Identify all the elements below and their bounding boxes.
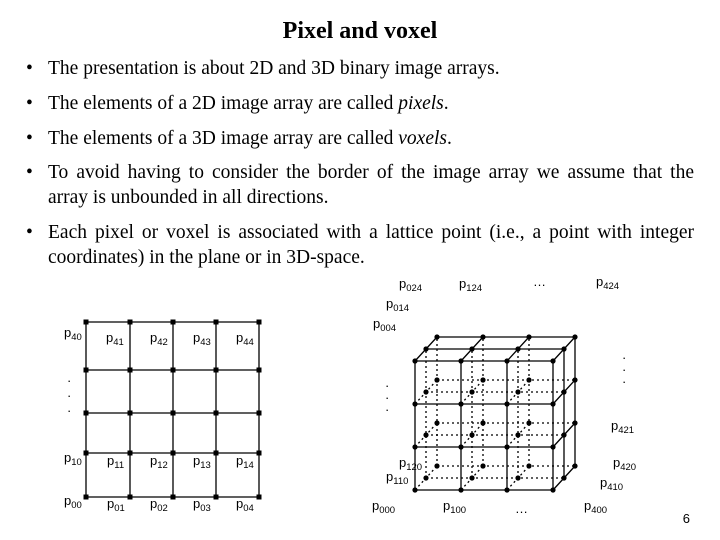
lattice-point: [480, 463, 485, 468]
lattice-point: [214, 495, 219, 500]
label-p14: $p_{14}$: [236, 453, 254, 471]
lattice-point: [434, 377, 439, 382]
label-p12: $p_{12}$: [150, 453, 168, 471]
label-p03: $p_{03}$: [193, 496, 211, 514]
lattice-point: [526, 420, 531, 425]
lattice-point: [515, 346, 520, 351]
lattice-point: [423, 346, 428, 351]
label-p400: $p_{400}$: [584, 498, 608, 516]
vertical-dots: ·: [67, 403, 72, 418]
lattice-point: [550, 358, 555, 363]
vertical-dots: ·: [385, 390, 390, 405]
vertical-dots: ·: [622, 350, 627, 365]
bullet-text: Each pixel or voxel is associated with a lattice point (i.e., a point with integer coordinates) in the plane or in 3D-space.: [48, 222, 694, 268]
vertical-dots: ·: [622, 374, 627, 389]
label-p120: $p_{120}$: [399, 455, 423, 473]
lattice-point: [550, 487, 555, 492]
lattice-point: [526, 334, 531, 339]
lattice-point: [572, 463, 577, 468]
lattice-point: [504, 444, 509, 449]
lattice-point: [214, 411, 219, 416]
lattice-point: [572, 334, 577, 339]
label-p02: $p_{02}$: [150, 496, 168, 514]
lattice-point: [561, 475, 566, 480]
lattice-point: [480, 420, 485, 425]
lattice-point: [214, 320, 219, 325]
lattice-point: [504, 487, 509, 492]
label-p44: $p_{44}$: [236, 330, 254, 348]
lattice-point: [423, 475, 428, 480]
lattice-point: [257, 451, 262, 456]
label-p014: $p_{014}$: [386, 296, 410, 314]
lattice-point: [171, 320, 176, 325]
lattice-point: [84, 451, 89, 456]
lattice-point: [128, 320, 133, 325]
ellipsis-bottom: …: [515, 501, 528, 516]
lattice-point: [423, 432, 428, 437]
lattice-point: [572, 377, 577, 382]
lattice-point: [171, 368, 176, 373]
label-p42: $p_{42}$: [150, 330, 168, 348]
label-p110: $p_{110}$: [386, 469, 409, 487]
voxel-grid-labels: [372, 274, 636, 516]
bullet-icon: •: [26, 162, 33, 183]
lattice-point: [434, 420, 439, 425]
ellipsis-top: …: [533, 274, 546, 289]
vertical-dots: ·: [67, 388, 72, 403]
lattice-point: [515, 389, 520, 394]
lattice-point: [84, 411, 89, 416]
label-p421: $p_{421}$: [611, 418, 635, 436]
lattice-point: [561, 346, 566, 351]
label-p024: $p_{024}$: [399, 276, 423, 294]
lattice-point: [412, 358, 417, 363]
lattice-point: [84, 320, 89, 325]
pixel-grid-labels: [64, 325, 254, 514]
bullet-text-end: .: [447, 128, 452, 149]
lattice-point: [480, 334, 485, 339]
lattice-point: [550, 401, 555, 406]
vertical-dots: ·: [67, 373, 72, 388]
lattice-point: [515, 432, 520, 437]
lattice-point: [412, 444, 417, 449]
lattice-point: [458, 401, 463, 406]
lattice-point: [171, 451, 176, 456]
label-p13: $p_{13}$: [193, 453, 211, 471]
bullet-text: To avoid having to consider the border of the image array we assume that the array is unbounded in all directions.: [48, 162, 694, 208]
lattice-point: [572, 420, 577, 425]
lattice-point: [257, 320, 262, 325]
lattice-point: [561, 389, 566, 394]
bullet-text-end: .: [443, 93, 449, 114]
lattice-point: [84, 495, 89, 500]
label-p410: $p_{410}$: [600, 475, 624, 493]
lattice-point: [171, 411, 176, 416]
bullet-icon: •: [26, 93, 33, 114]
lattice-point: [469, 389, 474, 394]
lattice-point: [128, 368, 133, 373]
label-p40: $p_{40}$: [64, 325, 82, 343]
lattice-point: [423, 389, 428, 394]
lattice-point: [171, 495, 176, 500]
label-p00: $p_{00}$: [64, 493, 82, 511]
lattice-point: [257, 368, 262, 373]
lattice-point: [504, 401, 509, 406]
lattice-point: [469, 432, 474, 437]
lattice-point: [412, 487, 417, 492]
vertical-dots: ·: [385, 378, 390, 393]
vertical-dots: ·: [385, 402, 390, 417]
label-p04: $p_{04}$: [236, 496, 254, 514]
pixel-grid-2d: [84, 320, 262, 500]
label-p424: $p_{424}$: [596, 274, 620, 292]
lattice-point: [214, 368, 219, 373]
lattice-point: [550, 444, 555, 449]
label-p41: $p_{41}$: [106, 330, 124, 348]
page-number: 6: [682, 511, 690, 526]
lattice-point: [561, 432, 566, 437]
lattice-point: [526, 463, 531, 468]
bullet-icon: •: [26, 222, 33, 243]
bullet-text: The elements of a 3D image array are called: [48, 128, 399, 149]
lattice-point: [434, 334, 439, 339]
bullet-emphasis: voxels: [398, 128, 448, 149]
label-p004: $p_{004}$: [373, 316, 397, 334]
lattice-point: [515, 475, 520, 480]
lattice-point: [128, 411, 133, 416]
lattice-point: [214, 451, 219, 456]
lattice-point: [458, 358, 463, 363]
lattice-point: [128, 495, 133, 500]
bullet-icon: •: [26, 128, 33, 149]
lattice-point: [504, 358, 509, 363]
bullet-icon: •: [26, 58, 33, 79]
bullet-text: The presentation is about 2D and 3D binary image arrays.: [48, 58, 500, 79]
lattice-point: [469, 475, 474, 480]
label-p124: $p_{124}$: [459, 276, 483, 294]
lattice-point: [458, 444, 463, 449]
lattice-point: [84, 368, 89, 373]
bullet-text: The elements of a 2D image array are called: [48, 93, 399, 114]
label-p100: $p_{100}$: [443, 498, 467, 516]
lattice-point: [434, 463, 439, 468]
label-p000: $p_{000}$: [372, 498, 396, 516]
label-p420: $p_{420}$: [613, 455, 637, 473]
label-p43: $p_{43}$: [193, 330, 211, 348]
bullet-emphasis: pixels: [398, 93, 444, 114]
slide-title: Pixel and voxel: [282, 18, 438, 44]
lattice-point: [480, 377, 485, 382]
lattice-point: [257, 411, 262, 416]
voxel-grid-3d: [412, 334, 577, 492]
lattice-point: [128, 451, 133, 456]
lattice-point: [526, 377, 531, 382]
label-p11: $p_{11}$: [107, 453, 125, 471]
lattice-point: [469, 346, 474, 351]
lattice-point: [412, 401, 417, 406]
lattice-point: [257, 495, 262, 500]
lattice-point: [458, 487, 463, 492]
label-p01: $p_{01}$: [107, 496, 125, 514]
vertical-dots: ·: [622, 362, 627, 377]
label-p10: $p_{10}$: [64, 450, 82, 468]
